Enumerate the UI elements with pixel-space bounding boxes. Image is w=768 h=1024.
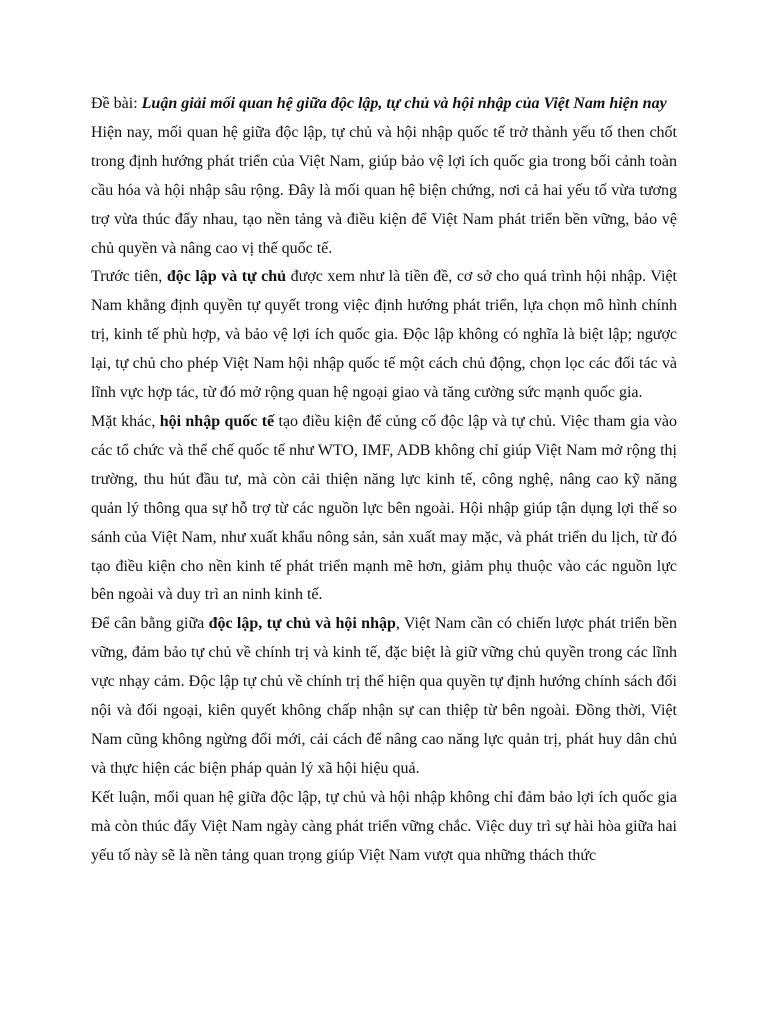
paragraph-integration-keyword: hội nhập quốc tế [159,412,275,430]
paragraph-integration-body: tạo điều kiện để củng cố độc lập và tự chủ. Việc tham gia vào các tổ chức và thể chế quốc tế như WTO, IMF, ADB không chỉ giúp Việt Nam mở rộng thị trường, thu hút đầu tư, mà còn cải thiện năng lực kinh tế, công nghệ, nâng cao kỹ năng quản lý thông qua sự hỗ trợ từ các nguồn lực bên ngoài. Hội nhập giúp tận dụng lợi thế so sánh của Việt Nam, như xuất khẩu nông sản, sản xuất may mặc, và phát triển du lịch, từ đó tạo điều kiện cho nền kinh tế phát triển mạnh mẽ hơn, giảm phụ thuộc vào các nguồn lực bên ngoài và duy trì an ninh kinh tế. [91,412,677,604]
title-label: Đề bài: [91,95,142,112]
paragraph-intro: Hiện nay, mối quan hệ giữa độc lập, tự chủ và hội nhập quốc tế trở thành yếu tố then chốt trong định hướng phát triển của Việt Nam, giúp bảo vệ lợi ích quốc gia trong bối cảnh toàn cầu hóa và hội nhập sâu rộng. Đây là mối quan hệ biện chứng, nơi cả hai yếu tố vừa tương trợ vừa thúc đẩy nhau, tạo nền tảng và điều kiện để Việt Nam phát triển bền vững, bảo vệ chủ quyền và nâng cao vị thế quốc tế. [91,123,677,257]
paragraph-integration-lead: Mặt khác, [91,412,160,430]
document-title [91,90,677,119]
paragraph-balance-keyword: độc lập, tự chủ và hội nhập [208,615,396,633]
paragraph-balance [91,610,677,783]
paragraph-independence [91,263,677,408]
paragraph-independence-keyword: độc lập và tự chủ [166,268,287,286]
document-page [91,90,677,870]
paragraph-balance-body: , Việt Nam cần có chiến lược phát triển bền vững, đảm bảo tự chủ về chính trị và kinh tế, đặc biệt là giữ vững chủ quyền trong các lĩnh vực nhạy cảm. Độc lập tự chủ về chính trị thể hiện qua quyền tự định hướng chính sách đối nội và đối ngoại, kiên quyết không chấp nhận sự can thiệp từ bên ngoài. Đồng thời, Việt Nam cũng không ngừng đổi mới, cải cách để nâng cao năng lực quản trị, phát huy dân chủ và thực hiện các biện pháp quản lý xã hội hiệu quả. [91,615,677,777]
paragraph-integration [91,408,677,610]
paragraph-independence-body: được xem như là tiền đề, cơ sở cho quá trình hội nhập. Việt Nam khẳng định quyền tự quyết trong việc định hướng phát triển, lựa chọn mô hình chính trị, kinh tế phù hợp, và bảo vệ lợi ích quốc gia. Độc lập không có nghĩa là biệt lập; ngược lại, tự chủ cho phép Việt Nam hội nhập quốc tế một cách chủ động, chọn lọc các đối tác và lĩnh vực hợp tác, từ đó mở rộng quan hệ ngoại giao và tăng cường sức mạnh quốc gia. [91,268,678,402]
title-text: Luận giải mối quan hệ giữa độc lập, tự chủ và hội nhập của Việt Nam hiện nay [141,95,667,112]
paragraph-balance-lead: Để cân bằng giữa [91,615,209,633]
paragraph-conclusion: Kết luận, mối quan hệ giữa độc lập, tự chủ và hội nhập không chỉ đảm bảo lợi ích quốc gia mà còn thúc đẩy Việt Nam ngày càng phát triển vững chắc. Việc duy trì sự hài hòa giữa hai yếu tố này sẽ là nền tảng quan trọng giúp Việt Nam vượt qua những thách thức [91,788,677,864]
paragraph-independence-lead: Trước tiên, [91,268,167,286]
